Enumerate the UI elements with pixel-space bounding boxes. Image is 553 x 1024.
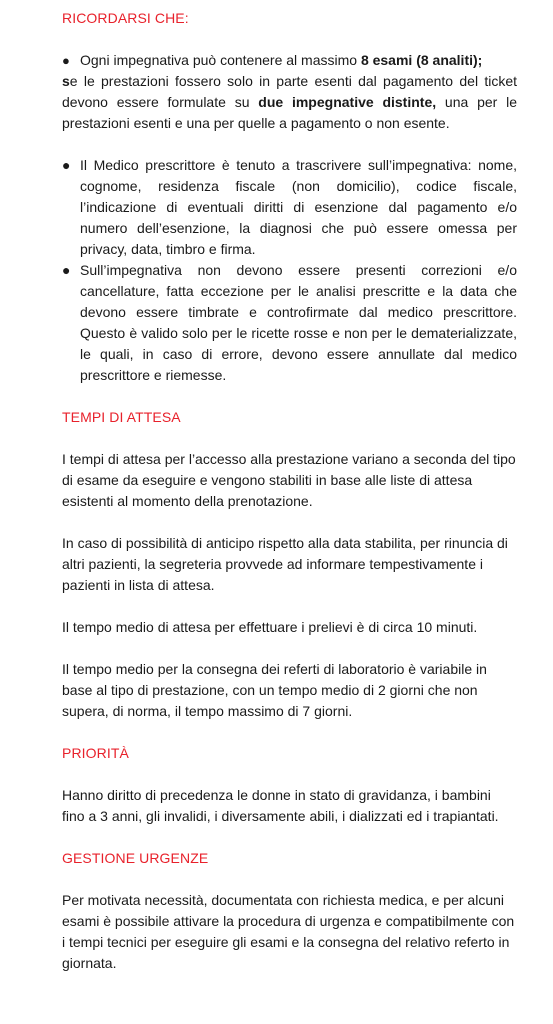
- bullet-dot-icon: ●: [62, 157, 71, 173]
- list-item: [62, 155, 517, 260]
- bullet-dot-icon: ●: [62, 262, 71, 278]
- heading-ricordarsi: RICORDARSI CHE:: [62, 10, 189, 26]
- bullet-dot-icon: ●: [62, 53, 70, 68]
- block-impegnativa-esami: [62, 50, 517, 134]
- paragraph-tempi-2: In caso di possibilità di anticipo rispetto alla data stabilita, per rinuncia di altri pazienti, la segreteria provvede ad informare tempestivamente i pazienti in lista di attesa.: [62, 535, 508, 593]
- esami-text-pre: Ogni impegnativa può contenere al massimo: [80, 52, 361, 68]
- list-item: [62, 260, 517, 386]
- paragraph-priorita: Hanno diritto di precedenza le donne in stato di gravidanza, i bambini fino a 3 anni, gli invalidi, i diversamente abili, i dializzati ed i trapiantati.: [62, 787, 499, 824]
- heading-priorita: PRIORITÀ: [62, 745, 129, 761]
- esami-text-post: una per le prestazioni esenti e una per quelle a pagamento o non esente.: [62, 94, 517, 131]
- heading-tempi-attesa: TEMPI DI ATTESA: [62, 409, 181, 425]
- heading-gestione-urgenze: GESTIONE URGENZE: [62, 850, 209, 866]
- esami-bold-limit: 8 esami (8 analiti);: [360, 52, 483, 68]
- esami-continuation: [62, 71, 517, 134]
- paragraph-urgenze: Per motivata necessità, documentata con richiesta medica, e per alcuni esami è possibile attivare la procedura di urgenza e compatibilmente con i tempi tecnici per eseguire gli esami e la consegna del relativo referto in giornata.: [62, 892, 515, 971]
- bullet-text-medico: Il Medico prescrittore è tenuto a trascrivere sull’impegnativa: nome, cognome, residenza fiscale (non domicilio), codice fiscale, l’indicazione di eventuali diritti di esenzione dal pagamento e/o numero dell’esenzione, la diagnosi che può essere omessa per privacy, data, timbro e firma.: [80, 157, 517, 257]
- esami-bold-distinte: due impegnative distinte,: [258, 94, 437, 110]
- bullet-list-medico: [62, 155, 517, 386]
- esami-text-mid: e le prestazioni fossero solo in parte esenti dal pagamento del ticket devono essere formulate su: [62, 73, 517, 110]
- paragraph-tempi-1: I tempi di attesa per l’accesso alla prestazione variano a seconda del tipo di esame da eseguire e vengono stabiliti in base alle liste di attesa esistenti al momento della prenotazione.: [62, 451, 516, 509]
- esami-bold-s: s: [62, 73, 70, 89]
- bullet-text-correzioni: Sull’impegnativa non devono essere presenti correzioni e/o cancellature, fatta eccezione per le analisi prescritte e la data che devono essere timbrate e controfirmate dal medico prescrittore. Questo è valido solo per le ricette rosse e non per le dematerializzate, le quali, in caso di errore, devono essere annullate dal medico prescrittore e riemesse.: [80, 262, 517, 383]
- paragraph-tempi-3: Il tempo medio di attesa per effettuare i prelievi è di circa 10 minuti.: [62, 619, 478, 635]
- bullet-esami: [62, 50, 517, 71]
- paragraph-tempi-4: Il tempo medio per la consegna dei referti di laboratorio è variabile in base al tipo di prestazione, con un tempo medio di 2 giorni che non supera, di norma, il tempo massimo di 7 giorni.: [62, 661, 487, 719]
